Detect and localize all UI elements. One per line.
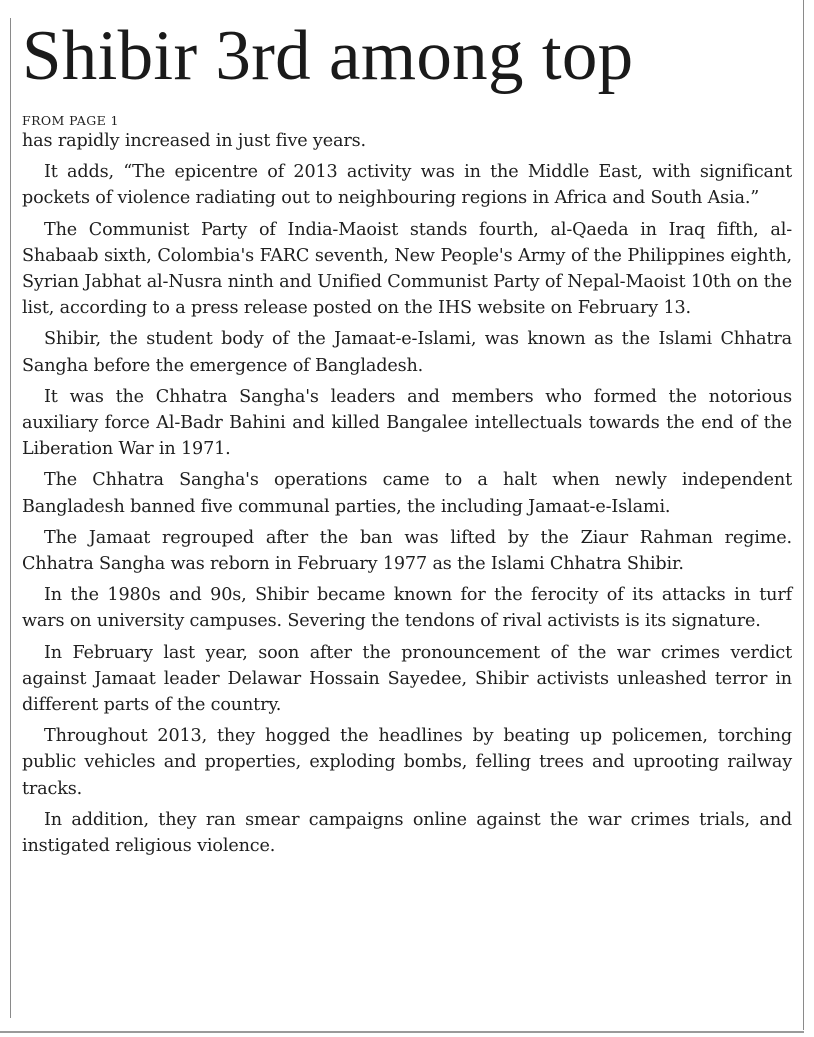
column-rule-left xyxy=(10,18,11,1018)
paragraph: In February last year, soon after the pronouncement of the war crimes verdict against Jamaat leader Delawar Hossain Sayedee, Shibir activists unleashed terror in different parts of the country. xyxy=(22,642,792,716)
continuation-kicker: FROM PAGE 1 xyxy=(22,113,119,128)
paragraph: The Chhatra Sangha's operations came to a halt when newly independent Bangladesh banned five communal parties, the including Jamaat-e-Islami. xyxy=(22,470,792,517)
paragraph: has rapidly increased in just five years. xyxy=(22,131,366,151)
article xyxy=(22,14,792,864)
paragraph: Shibir, the student body of the Jamaat-e-Islami, was known as the Islami Chhatra Sangha before the emergence of Bangladesh. xyxy=(22,329,792,376)
headline: Shibir 3rd among top xyxy=(22,17,634,95)
paragraph: Throughout 2013, they hogged the headlines by beating up policemen, torching public vehicles and properties, exploding bombs, felling trees and uprooting railway tracks. xyxy=(22,726,792,799)
article-body xyxy=(22,128,792,859)
paragraph: It adds, “The epicentre of 2013 activity was in the Middle East, with significant pockets of violence radiating out to neighbouring regions in Africa and South Asia.” xyxy=(22,162,792,209)
column-rule-right xyxy=(803,0,804,1030)
paragraph: It was the Chhatra Sangha's leaders and members who formed the notorious auxiliary force Al-Badr Bahini and killed Bangalee intellectuals towards the end of the Liberation War in 1971. xyxy=(22,386,792,460)
column-rule-bottom xyxy=(0,1031,804,1033)
paragraph: In addition, they ran smear campaigns online against the war crimes trials, and instigated religious violence. xyxy=(22,809,792,857)
paragraph: In the 1980s and 90s, Shibir became known for the ferocity of its attacks in turf wars on university campuses. Severing the tendons of rival activists is its signature. xyxy=(22,585,792,632)
paragraph: The Communist Party of India-Maoist stands fourth, al-Qaeda in Iraq fifth, al-Shabaab sixth, Colombia's FARC seventh, New People's Army of the Philippines eighth, Syrian Jabhat al-Nusra ninth and Unified Communist Party of Nepal-Maoist 10th on the list, according to a press release posted on the IHS website on February 13. xyxy=(22,219,792,319)
paragraph: The Jamaat regrouped after the ban was lifted by the Ziaur Rahman regime. Chhatra Sangha was reborn in February 1977 as the Islami Chhatra Shibir. xyxy=(22,527,792,575)
